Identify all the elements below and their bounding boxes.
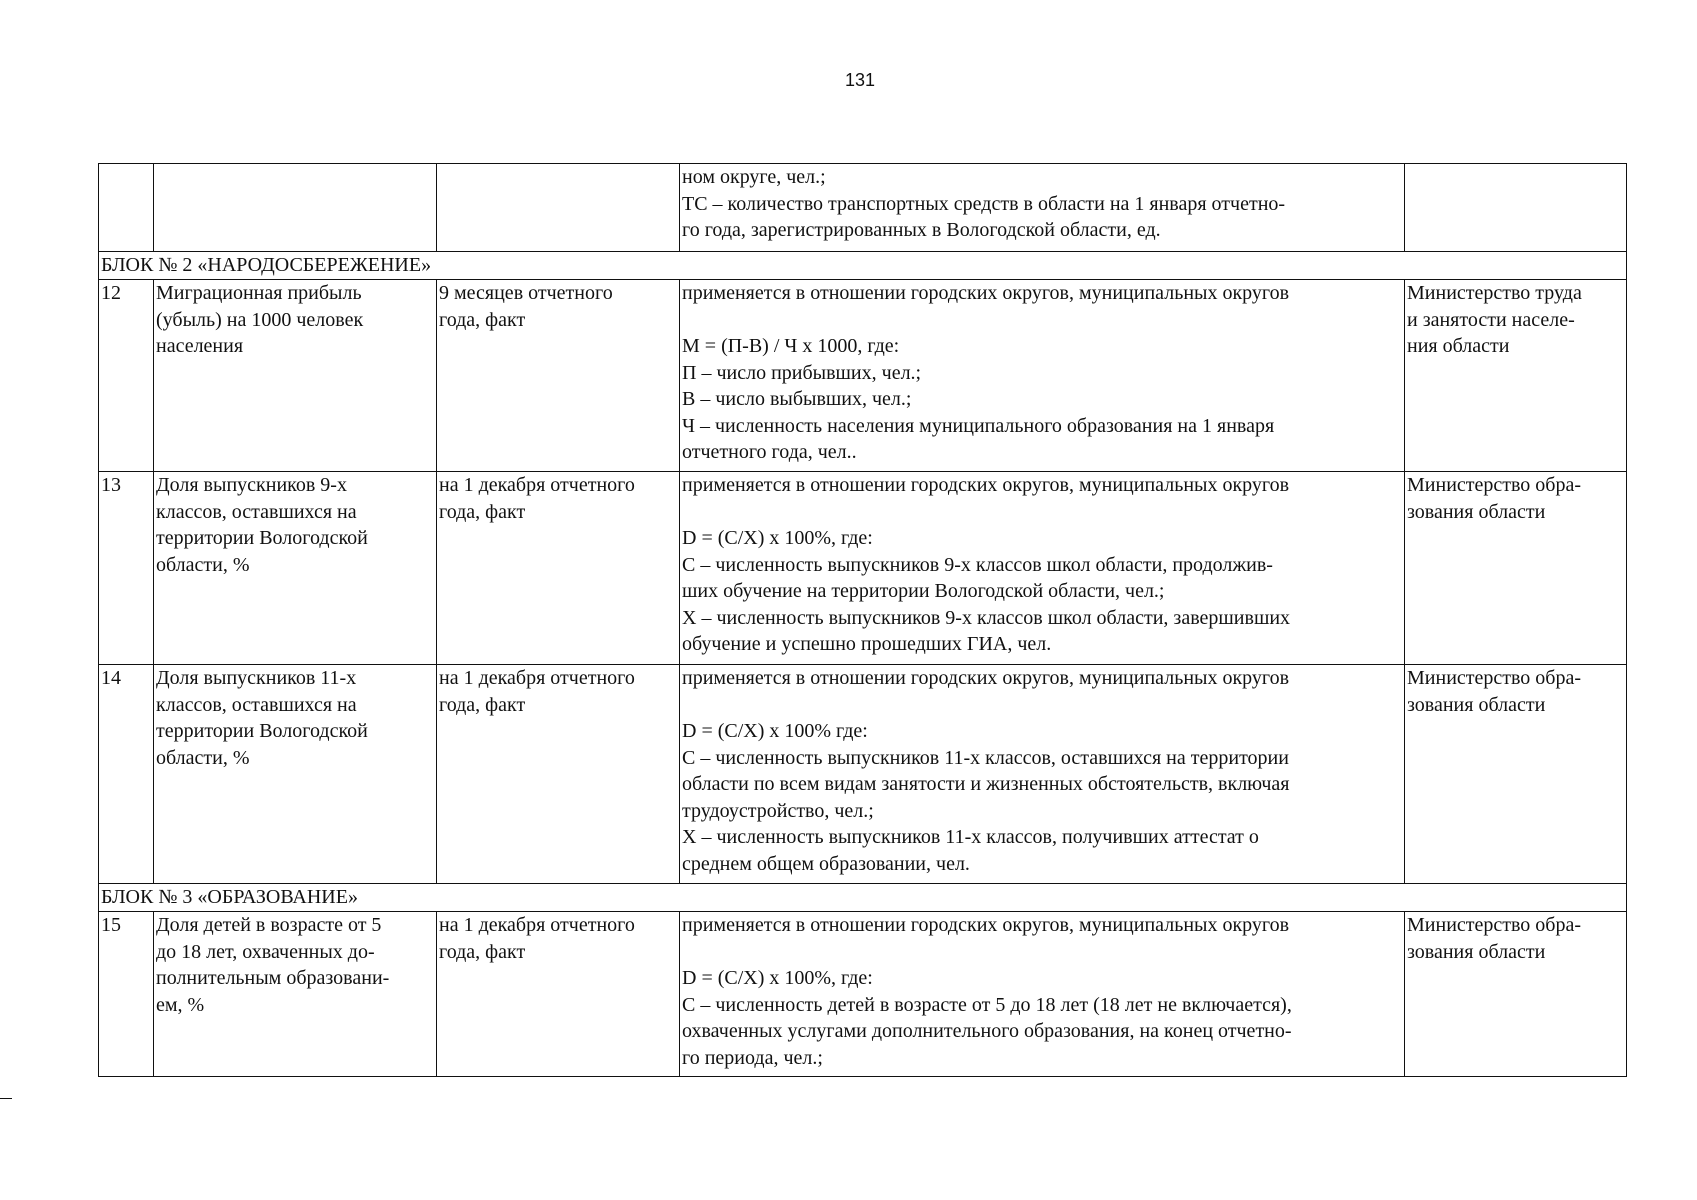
indicator-name: Доля выпускников 9-х классов, оставшихся на территории Вологодской области, % — [154, 472, 437, 665]
cell-method — [680, 164, 1405, 252]
responsible-body: Министерство труда и занятости населе- ния области — [1405, 280, 1627, 472]
indicator-name: Доля выпускников 11-х классов, оставшихся на территории Вологодской области, % — [154, 665, 437, 884]
row-number: 13 — [99, 472, 154, 665]
block-header-row — [99, 884, 1627, 912]
responsible-body: Министерство обра- зования области — [1405, 665, 1627, 884]
margin-mark — [0, 1098, 12, 1099]
calculation-method: применяется в отношении городских округов, муниципальных округов D = (С/Х) х 100%, где: С – численность выпускников 9-х классов школ области, продолжив- ших обучение на территории Вологодской области, чел.; Х – численность выпускников 9-х классов школ области, завершивших обучение и успешно прошедших ГИА, чел. — [680, 472, 1405, 665]
cell-period — [437, 164, 680, 252]
table-row — [99, 472, 1627, 665]
indicator-period: на 1 декабря отчетного года, факт — [437, 472, 680, 665]
indicator-name: Доля детей в возрасте от 5 до 18 лет, охваченных до- полнительным образовани- ем, % — [154, 912, 437, 1077]
responsible-body: Министерство обра- зования области — [1405, 912, 1627, 1077]
indicator-period: на 1 декабря отчетного года, факт — [437, 912, 680, 1077]
responsible-body: Министерство обра- зования области — [1405, 472, 1627, 665]
calculation-method: применяется в отношении городских округов, муниципальных округов D = (С/Х) х 100% где: С – численность выпускников 11-х классов, оставшихся на территории области по всем видам занятости и жизненных обстоятельств, включая трудоустройство, чел.; Х – численность выпускников 11-х классов, получивших аттестат о среднем общем образовании, чел. — [680, 665, 1405, 884]
block-header-row — [99, 252, 1627, 280]
calculation-method: применяется в отношении городских округов, муниципальных округов М = (П-В) / Ч х 1000, где: П – число прибывших, чел.; В – число выбывших, чел.; Ч – численность населения муниципального образования на 1 января отчетного года, чел.. — [680, 280, 1405, 472]
method-line: го года, зарегистрированных в Вологодской области, ед. — [682, 219, 1161, 241]
cell-name — [154, 164, 437, 252]
method-line: ном округе, чел.; — [682, 166, 826, 188]
method-line: ТС – количество транспортных средств в области на 1 января отчетно- — [682, 192, 1286, 215]
cell-num — [99, 164, 154, 252]
calculation-method: применяется в отношении городских округов, муниципальных округов D = (С/Х) х 100%, где: С – численность детей в возрасте от 5 до 18 лет (18 лет не включается), охваченных услугами дополнительного образования, на конец отчетно- го периода, чел.; — [680, 912, 1405, 1077]
cell-responsible — [1405, 164, 1627, 252]
block-2-title: БЛОК № 2 «НАРОДОСБЕРЕЖЕНИЕ» — [99, 252, 1627, 280]
indicator-name: Миграционная прибыль (убыль) на 1000 человек населения — [154, 280, 437, 472]
table-row — [99, 280, 1627, 472]
page-number: 131 — [844, 70, 876, 90]
table-row — [99, 665, 1627, 884]
block-3-title: БЛОК № 3 «ОБРАЗОВАНИЕ» — [99, 884, 1627, 912]
indicator-period: на 1 декабря отчетного года, факт — [437, 665, 680, 884]
row-number: 12 — [99, 280, 154, 472]
indicators-table — [98, 163, 1627, 1077]
indicator-period: 9 месяцев отчетного года, факт — [437, 280, 680, 472]
continuation-row — [99, 164, 1627, 252]
row-number: 15 — [99, 912, 154, 1077]
table-row — [99, 912, 1627, 1077]
row-number: 14 — [99, 665, 154, 884]
